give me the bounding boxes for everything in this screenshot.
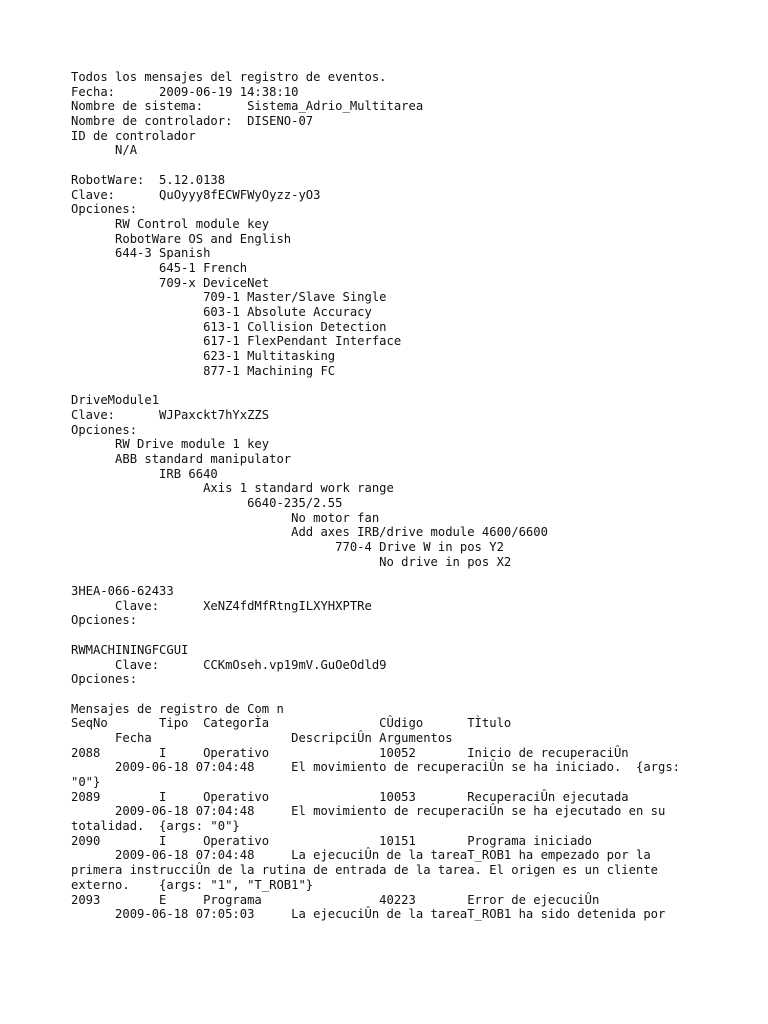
text-line: Axis 1 standard work range [71,481,394,496]
text-line: 6640-235/2.55 [71,495,343,510]
text-line: "0"} [71,775,101,789]
text-line: externo. {args: "1", "T_ROB1"} [71,877,314,892]
text-line: RobotWare: 5.12.0138 [71,172,226,187]
text-line: 877-1 Machining FC [71,363,336,378]
text-line: Mensajes de registro de Com n [71,701,284,716]
text-line: Clave: QuOyyy8fECWFWyOyzz-yO3 [71,187,321,202]
text-line: primera instrucciÛn de la rutina de entrada de la tarea. El origen es un cliente [71,863,658,878]
text-line: 3HEA-066-62433 [71,584,174,599]
text-line: 2089 I Operativo 10053 RecuperaciÛn ejecutada [71,789,629,804]
text-line: 2009-06-18 07:04:48 El movimiento de recuperaciÛn se ha ejecutado en su [71,804,666,819]
text-line: No drive in pos X2 [71,554,512,569]
text-line: Add axes IRB/drive module 4600/6600 [71,525,548,540]
text-line: Nombre de sistema: Sistema_Adrio_Multitarea [71,99,424,114]
text-line: 770-4 Drive W in pos Y2 [71,540,504,554]
text-line: Todos los mensajes del registro de eventos. [71,70,387,84]
text-line: Opciones: [71,422,138,437]
text-line: 2090 I Operativo 10151 Programa iniciado [71,833,592,848]
text-line: 2009-06-18 07:04:48 El movimiento de recuperaciÛn se ha iniciado. {args: [71,760,681,775]
text-line: RobotWare OS and English [71,231,292,246]
text-line: Fecha: 2009-06-19 14:38:10 [71,84,299,99]
text-line: IRB 6640 [71,466,218,481]
blank-line [71,569,761,584]
text-line: SeqNo Tipo CategorÌa CÛdigo TÌtulo [71,716,512,731]
text-line: 603-1 Absolute Accuracy [71,305,372,319]
blank-line [71,687,761,702]
text-line: 613-1 Collision Detection [71,319,387,334]
text-line: RWMACHININGFCGUI [71,642,189,657]
blank-line [71,378,761,393]
event-log-document [71,70,761,922]
text-line: 617-1 FlexPendant Interface [71,334,402,349]
text-line: 709-1 Master/Slave Single [71,290,387,305]
text-line: ID de controlador [71,128,196,143]
text-line: totalidad. {args: "0"} [71,819,240,834]
text-line: 2088 I Operativo 10052 Inicio de recuperaciÛn [71,745,629,760]
text-line: RW Control module key [71,216,270,231]
text-line: RW Drive module 1 key [71,437,270,452]
blank-line [71,158,761,173]
text-line: Clave: WJPaxckt7hYxZZS [71,407,270,422]
text-line: Clave: XeNZ4fdMfRtngILXYHXPTRe [71,598,372,613]
text-line: 2009-06-18 07:04:48 La ejecuciÛn de la tareaT_ROB1 ha empezado por la [71,848,651,863]
text-line: 2009-06-18 07:05:03 La ejecuciÛn de la tareaT_ROB1 ha sido detenida por [71,907,666,922]
text-line: DriveModule1 [71,393,160,408]
text-line: Opciones: [71,202,138,217]
text-line: No motor fan [71,510,380,525]
text-line: 623-1 Multitasking [71,349,336,364]
text-line: 645-1 French [71,260,248,275]
blank-line [71,628,761,643]
text-line: Nombre de controlador: DISENO-07 [71,114,314,129]
text-line: 644-3 Spanish [71,246,211,261]
text-line: 2093 E Programa 40223 Error de ejecuciÛn [71,892,600,907]
text-line: 709-x DeviceNet [71,275,270,290]
text-line: Opciones: [71,613,138,628]
text-line: N/A [71,143,138,158]
text-line: ABB standard manipulator [71,451,292,466]
text-line: Clave: CCKmOseh.vp19mV.GuOeOdld9 [71,657,387,672]
text-line: Fecha DescripciÛn Argumentos [71,730,453,745]
text-line: Opciones: [71,672,138,687]
